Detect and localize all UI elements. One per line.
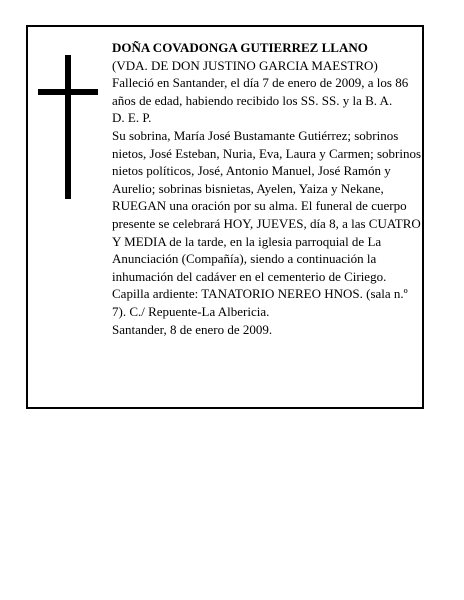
death-details: Falleció en Santander, el día 7 de enero de 2009, a los 86 años de edad, habiendo recibido los SS. SS. y la B. A. bbox=[112, 75, 409, 108]
obituary-notice bbox=[26, 25, 424, 409]
cross-horizontal-bar bbox=[38, 89, 98, 95]
cross-icon bbox=[38, 55, 98, 199]
family-members: Su sobrina, María José Bustamante Gutiérrez; sobrinos nietos, José Esteban, Nuria, Eva, Laura y Carmen; sobrinos nietos políticos, José, Antonio Manuel, José Ramón y Aurelio; sobrinas bisnietas, Ayelen, Yaiza y Nekane, bbox=[112, 127, 422, 196]
deceased-name: DOÑA COVADONGA GUTIERREZ LLANO bbox=[112, 40, 368, 55]
obituary-text bbox=[112, 39, 424, 338]
place-date: Santander, 8 de enero de 2009. bbox=[112, 321, 273, 337]
widow-of-line: (VDA. DE DON JUSTINO GARCIA MAESTRO) bbox=[112, 57, 378, 73]
cross-vertical-bar bbox=[65, 55, 71, 199]
funeral-request: RUEGAN una oración por su alma. El funeral de cuerpo presente se celebrará HOY, JUEVES, día 8, a las CUATRO Y MEDIA de la tarde, en la iglesia parroquial de La Anunciación (Compañía), siendo a continuación la inhumación del cadáver en el cementerio de Ciriego. Capilla ardiente: TANATORIO NEREO HNOS. (sala n.º 7). C./ Repuente-La Albericia. bbox=[112, 198, 421, 319]
dep-line: D. E. P. bbox=[112, 110, 152, 126]
